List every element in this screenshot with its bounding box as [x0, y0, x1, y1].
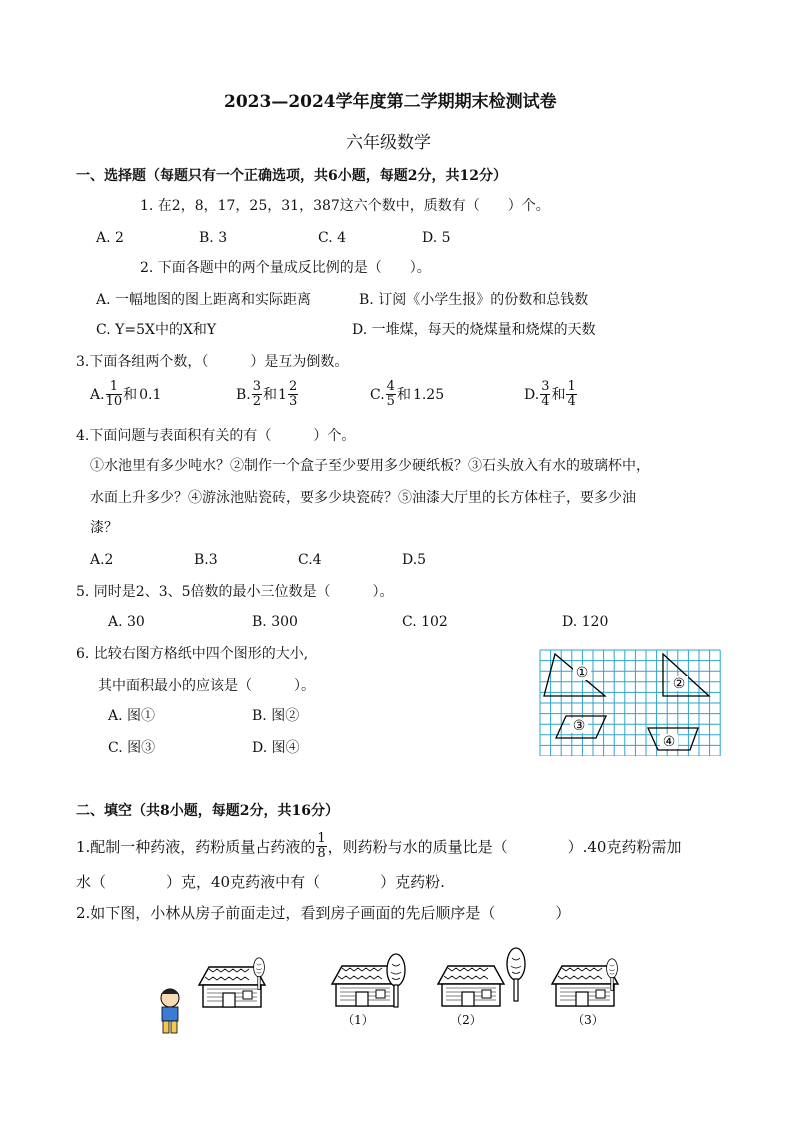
s2-question-1-line-2: 水（ ）克，40克药液中有（ ）克药粉.: [76, 873, 445, 891]
question-2-stem: 2. 下面各题中的两个量成反比例的是（ ）。: [140, 260, 431, 276]
q6-option-d: D. 图④: [252, 740, 300, 756]
s2-question-2-stem: 2.如下图，小林从房子前面走过，看到房子画面的先后顺序是（ ）: [76, 904, 571, 922]
reference-house: [199, 958, 265, 1007]
q5-option-b: B. 300: [252, 614, 298, 630]
grid-label-4: ④: [662, 734, 676, 750]
q3-b-label: B.: [236, 386, 251, 403]
q2-option-a: A. 一幅地图的图上距离和实际距离: [96, 292, 312, 308]
q3-a-fraction: $\frac{1}{10}$: [105, 379, 123, 409]
q2-option-b: B. 订阅《小学生报》的份数和总钱数: [359, 292, 589, 308]
houses-figure: [150, 942, 630, 1042]
q3-c-fraction: $\frac{4}{5}$: [386, 379, 395, 409]
grid-label-2: ②: [672, 676, 686, 692]
section-1-heading: 一、选择题（每题只有一个正确选项，共6小题，每题2分，共12分）: [76, 168, 507, 184]
q3-option-a: A. $\frac{1}{10}$ 和 0.1: [90, 379, 162, 409]
q3-option-c: C. $\frac{4}{5}$ 和 1.25: [370, 379, 445, 409]
q4-text-line-2: 水面上升多少？④游泳池贴瓷砖，要多少块瓷砖？⑤油漆大厅里的长方体柱子，要多少油: [90, 490, 636, 506]
q6-option-a: A. 图①: [108, 708, 156, 724]
house-label-1: （1）: [342, 1013, 374, 1027]
q3-b-fraction: $\frac{3}{2}$: [252, 379, 262, 409]
q4-option-c: C.4: [298, 552, 322, 568]
q3-option-d: D. $\frac{3}{4}$ 和 $\frac{1}{4}$: [524, 379, 576, 409]
q3-d-fraction: $\frac{3}{4}$: [541, 379, 550, 409]
grid-label-3: ③: [572, 718, 586, 734]
house-label-2: （2）: [450, 1013, 482, 1027]
question-6-stem-line-1: 6. 比较右图方格纸中四个图形的大小,: [76, 646, 309, 662]
q4-option-b: B.3: [194, 552, 218, 568]
grid-label-1: ①: [575, 665, 589, 681]
q3-c-label: C.: [370, 386, 385, 403]
question-1-stem: 1. 在2，8，17，25，31，387这六个数中，质数有（ ）个。: [140, 198, 550, 214]
q3-b-mixed-fraction: $\frac{2}{3}$: [288, 379, 298, 409]
q3-d-label: D.: [524, 386, 540, 403]
question-3-stem: 3.下面各组两个数，（ ）是互为倒数。: [76, 354, 349, 370]
q2-option-c: C. Y=5X中的X和Y: [96, 322, 217, 338]
q3-option-b: B. $\frac{3}{2}$ 和 1 $\frac{2}{3}$: [236, 379, 298, 409]
q1-option-a: A. 2: [96, 230, 124, 246]
s2-question-1-line-1: 1.配制一种药液，药粉质量占药液的 $\frac{1}{8}$ ，则药粉与水的质量比是（ ）.40克药粉需加: [76, 831, 682, 861]
question-4-stem: 4.下面问题与表面积有关的有（ ）个。: [76, 428, 356, 444]
section-2-heading: 二、填空（共8小题，每题2分，共16分）: [76, 803, 339, 819]
q4-text-line-1: ①水池里有多少吨水？②制作一个盒子至少要用多少硬纸板？③石头放入有水的玻璃杯中，: [90, 458, 650, 474]
s2-q1-fraction: $\frac{1}{8}$: [317, 831, 326, 861]
house-label-3: （3）: [572, 1013, 604, 1027]
q5-option-c: C. 102: [402, 614, 448, 630]
boy-figure: [161, 989, 179, 1033]
q6-option-b: B. 图②: [252, 708, 300, 724]
q4-option-d: D.5: [402, 552, 427, 568]
q4-option-a: A.2: [90, 552, 114, 568]
house-option-1: [332, 954, 405, 1007]
page-title: 2023—2024学年度第二学期期末检测试卷: [224, 92, 557, 112]
q1-option-d: D. 5: [422, 230, 451, 246]
q4-text-line-3: 漆？: [90, 520, 118, 536]
q5-option-a: A. 30: [108, 614, 145, 630]
q6-option-c: C. 图③: [108, 740, 156, 756]
q6-grid-figure: [538, 648, 724, 756]
house-option-3: [552, 959, 618, 1006]
question-5-stem: 5. 同时是2、3、5倍数的最小三位数是（ ）。: [76, 584, 394, 600]
q1-option-c: C. 4: [318, 230, 347, 246]
q3-d-fraction-2: $\frac{1}{4}$: [567, 379, 576, 409]
q3-a-label: A.: [90, 386, 105, 403]
question-6-stem-line-2: 其中面积最小的应该是（ ）。: [98, 678, 315, 694]
q5-option-d: D. 120: [562, 614, 609, 630]
q1-option-b: B. 3: [199, 230, 228, 246]
page-subtitle: 六年级数学: [346, 133, 431, 153]
house-option-2: [438, 948, 525, 1006]
q2-option-d: D. 一堆煤，每天的烧煤量和烧煤的天数: [352, 322, 596, 338]
